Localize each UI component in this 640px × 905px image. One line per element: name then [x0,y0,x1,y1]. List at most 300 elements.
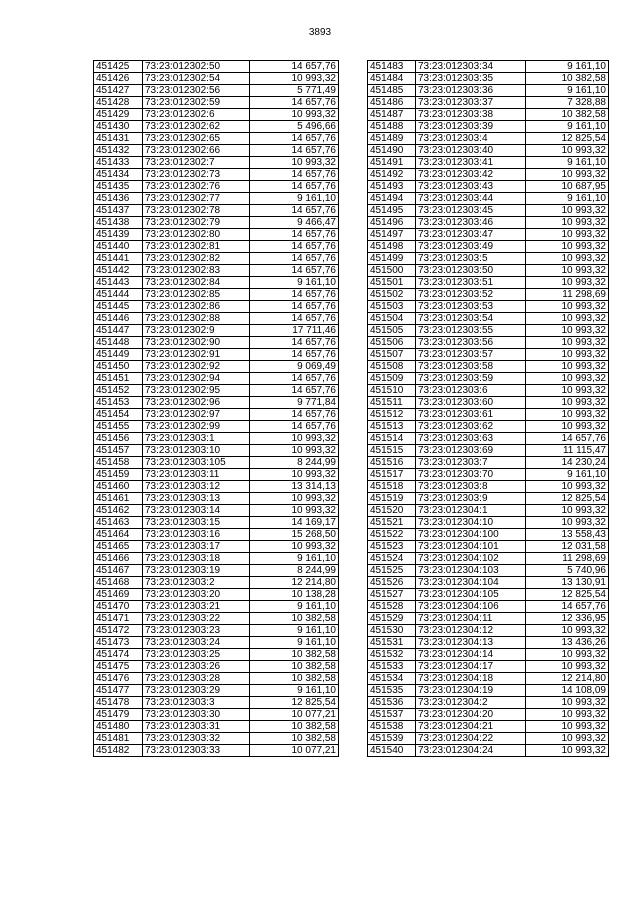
table-row [368,517,609,529]
amount-value: 10 382,58 [250,733,339,745]
table-row [94,697,339,709]
amount-value: 10 993,32 [526,697,609,709]
amount-value: 14 657,76 [250,349,339,361]
amount-value: 13 314,13 [250,481,339,493]
table-row [94,289,339,301]
row-number: 451532 [368,649,416,661]
table-row [368,565,609,577]
row-number: 451433 [94,157,143,169]
row-number: 451447 [94,325,143,337]
row-number: 451521 [368,517,416,529]
table-row [368,445,609,457]
amount-value: 7 328,88 [526,97,609,109]
table-row [94,313,339,325]
row-number: 451444 [94,289,143,301]
table-row [368,313,609,325]
cadastral-number: 73:23:012303:53 [416,301,526,313]
row-number: 451468 [94,577,143,589]
table-row [368,277,609,289]
table-row [368,157,609,169]
table-row [94,385,339,397]
row-number: 451477 [94,685,143,697]
row-number: 451538 [368,721,416,733]
amount-value: 10 993,32 [526,229,609,241]
row-number: 451527 [368,589,416,601]
amount-value: 10 993,32 [526,217,609,229]
row-number: 451502 [368,289,416,301]
cadastral-number: 73:23:012303:40 [416,145,526,157]
amount-value: 10 993,32 [250,469,339,481]
amount-value: 9 161,10 [250,685,339,697]
amount-value: 8 244,99 [250,457,339,469]
cadastral-number: 73:23:012303:46 [416,217,526,229]
cadastral-number: 73:23:012303:9 [416,493,526,505]
row-number: 451452 [94,385,143,397]
cadastral-number: 73:23:012304:21 [416,721,526,733]
amount-value: 14 657,76 [250,289,339,301]
amount-value: 14 657,76 [250,301,339,313]
row-number: 451458 [94,457,143,469]
cadastral-number: 73:23:012302:94 [143,373,250,385]
amount-value: 10 077,21 [250,709,339,721]
table-row [94,157,339,169]
amount-value: 14 657,76 [250,145,339,157]
row-number: 451499 [368,253,416,265]
row-number: 451488 [368,121,416,133]
row-number: 451513 [368,421,416,433]
cadastral-number: 73:23:012304:105 [416,589,526,601]
table-row [94,457,339,469]
row-number: 451457 [94,445,143,457]
table-row [368,733,609,745]
row-number: 451449 [94,349,143,361]
table-row [94,709,339,721]
row-number: 451518 [368,481,416,493]
table-row [94,673,339,685]
table-row [368,253,609,265]
row-number: 451431 [94,133,143,145]
cadastral-number: 73:23:012304:11 [416,613,526,625]
amount-value: 14 657,76 [250,337,339,349]
row-number: 451472 [94,625,143,637]
table-row [94,637,339,649]
row-number: 451482 [94,745,143,757]
row-number: 451484 [368,73,416,85]
amount-value: 10 993,32 [526,313,609,325]
row-number: 451530 [368,625,416,637]
cadastral-number: 73:23:012303:42 [416,169,526,181]
row-number: 451505 [368,325,416,337]
cadastral-number: 73:23:012303:31 [143,721,250,733]
left-data-table [93,60,339,757]
cadastral-number: 73:23:012304:10 [416,517,526,529]
table-row [368,97,609,109]
cadastral-number: 73:23:012303:57 [416,349,526,361]
cadastral-number: 73:23:012303:36 [416,85,526,97]
row-number: 451474 [94,649,143,661]
row-number: 451507 [368,349,416,361]
amount-value: 10 993,32 [250,433,339,445]
table-row [94,301,339,313]
cadastral-number: 73:23:012304:19 [416,685,526,697]
cadastral-number: 73:23:012302:78 [143,205,250,217]
amount-value: 9 161,10 [526,157,609,169]
amount-value: 10 993,32 [526,409,609,421]
amount-value: 14 657,76 [250,133,339,145]
amount-value: 14 657,76 [250,229,339,241]
table-row [94,181,339,193]
amount-value: 10 993,32 [250,73,339,85]
cadastral-number: 73:23:012303:23 [143,625,250,637]
table-row [368,697,609,709]
row-number: 451462 [94,505,143,517]
cadastral-number: 73:23:012303:62 [416,421,526,433]
row-number: 451485 [368,85,416,97]
amount-value: 12 825,54 [526,589,609,601]
amount-value: 10 993,32 [526,241,609,253]
cadastral-number: 73:23:012303:3 [143,697,250,709]
cadastral-number: 73:23:012304:12 [416,625,526,637]
cadastral-number: 73:23:012303:17 [143,541,250,553]
amount-value: 10 993,32 [526,625,609,637]
amount-value: 10 382,58 [250,661,339,673]
table-row [368,433,609,445]
row-number: 451510 [368,385,416,397]
cadastral-number: 73:23:012302:6 [143,109,250,121]
row-number: 451492 [368,169,416,181]
row-number: 451535 [368,685,416,697]
table-row [94,121,339,133]
cadastral-number: 73:23:012303:30 [143,709,250,721]
cadastral-number: 73:23:012303:59 [416,373,526,385]
table-row [368,301,609,313]
amount-value: 14 657,76 [250,205,339,217]
amount-value: 13 558,43 [526,529,609,541]
cadastral-number: 73:23:012303:34 [416,61,526,73]
amount-value: 14 657,76 [250,385,339,397]
cadastral-number: 73:23:012303:18 [143,553,250,565]
amount-value: 10 993,32 [526,481,609,493]
cadastral-number: 73:23:012303:45 [416,205,526,217]
row-number: 451473 [94,637,143,649]
row-number: 451494 [368,193,416,205]
table-row [368,109,609,121]
amount-value: 10 993,32 [250,445,339,457]
row-number: 451442 [94,265,143,277]
amount-value: 14 657,76 [250,409,339,421]
cadastral-number: 73:23:012302:83 [143,265,250,277]
cadastral-number: 73:23:012302:79 [143,217,250,229]
row-number: 451461 [94,493,143,505]
cadastral-number: 73:23:012302:59 [143,97,250,109]
row-number: 451525 [368,565,416,577]
table-row [94,625,339,637]
table-row [368,325,609,337]
table-row [368,169,609,181]
row-number: 451487 [368,109,416,121]
table-row [368,265,609,277]
amount-value: 10 993,32 [526,745,609,757]
amount-value: 9 069,49 [250,361,339,373]
table-row [94,229,339,241]
cadastral-number: 73:23:012303:56 [416,337,526,349]
row-number: 451491 [368,157,416,169]
amount-value: 10 077,21 [250,745,339,757]
table-row [94,685,339,697]
table-row [368,181,609,193]
table-row [94,61,339,73]
row-number: 451536 [368,697,416,709]
amount-value: 10 993,32 [526,337,609,349]
row-number: 451471 [94,613,143,625]
table-row [94,169,339,181]
amount-value: 10 993,32 [526,721,609,733]
row-number: 451524 [368,553,416,565]
row-number: 451480 [94,721,143,733]
table-row [368,289,609,301]
table-row [94,217,339,229]
cadastral-number: 73:23:012302:95 [143,385,250,397]
cadastral-number: 73:23:012303:20 [143,589,250,601]
table-row [368,397,609,409]
cadastral-number: 73:23:012302:88 [143,313,250,325]
cadastral-number: 73:23:012303:35 [416,73,526,85]
amount-value: 10 687,95 [526,181,609,193]
table-row [94,661,339,673]
table-row [368,241,609,253]
row-number: 451425 [94,61,143,73]
cadastral-number: 73:23:012304:103 [416,565,526,577]
cadastral-number: 73:23:012303:38 [416,109,526,121]
row-number: 451496 [368,217,416,229]
amount-value: 9 161,10 [250,601,339,613]
cadastral-number: 73:23:012302:62 [143,121,250,133]
cadastral-number: 73:23:012303:22 [143,613,250,625]
table-row [94,577,339,589]
cadastral-number: 73:23:012302:84 [143,277,250,289]
row-number: 451537 [368,709,416,721]
row-number: 451522 [368,529,416,541]
amount-value: 13 130,91 [526,577,609,589]
table-row [368,661,609,673]
table-row [368,577,609,589]
amount-value: 12 825,54 [526,493,609,505]
table-row [94,361,339,373]
amount-value: 12 031,58 [526,541,609,553]
cadastral-number: 73:23:012303:11 [143,469,250,481]
row-number: 451437 [94,205,143,217]
amount-value: 5 771,49 [250,85,339,97]
row-number: 451540 [368,745,416,757]
cadastral-number: 73:23:012302:7 [143,157,250,169]
amount-value: 10 993,32 [526,517,609,529]
amount-value: 10 993,32 [526,733,609,745]
table-row [368,601,609,613]
row-number: 451529 [368,613,416,625]
row-number: 451531 [368,637,416,649]
cadastral-number: 73:23:012302:99 [143,421,250,433]
table-row [94,469,339,481]
row-number: 451455 [94,421,143,433]
row-number: 451516 [368,457,416,469]
cadastral-number: 73:23:012303:13 [143,493,250,505]
table-row [368,685,609,697]
table-row [368,121,609,133]
table-row [368,745,609,757]
cadastral-number: 73:23:012302:54 [143,73,250,85]
row-number: 451497 [368,229,416,241]
amount-value: 12 336,95 [526,613,609,625]
table-row [368,709,609,721]
amount-value: 14 657,76 [250,373,339,385]
amount-value: 11 115,47 [526,445,609,457]
row-number: 451463 [94,517,143,529]
cadastral-number: 73:23:012302:76 [143,181,250,193]
amount-value: 5 496,66 [250,121,339,133]
cadastral-number: 73:23:012302:85 [143,289,250,301]
cadastral-number: 73:23:012303:28 [143,673,250,685]
row-number: 451509 [368,373,416,385]
table-row [94,97,339,109]
table-row [368,385,609,397]
amount-value: 14 657,76 [526,601,609,613]
cadastral-number: 73:23:012302:86 [143,301,250,313]
amount-value: 10 138,28 [250,589,339,601]
row-number: 451470 [94,601,143,613]
cadastral-number: 73:23:012303:37 [416,97,526,109]
cadastral-number: 73:23:012302:65 [143,133,250,145]
cadastral-number: 73:23:012304:100 [416,529,526,541]
row-number: 451465 [94,541,143,553]
cadastral-number: 73:23:012303:33 [143,745,250,757]
amount-value: 10 993,32 [250,493,339,505]
amount-value: 10 993,32 [526,649,609,661]
cadastral-number: 73:23:012303:15 [143,517,250,529]
amount-value: 9 161,10 [250,637,339,649]
row-number: 451539 [368,733,416,745]
row-number: 451534 [368,673,416,685]
table-row [94,433,339,445]
cadastral-number: 73:23:012302:56 [143,85,250,97]
amount-value: 10 382,58 [250,649,339,661]
amount-value: 10 382,58 [250,673,339,685]
table-row [368,481,609,493]
table-row [94,73,339,85]
cadastral-number: 73:23:012303:16 [143,529,250,541]
table-row [368,409,609,421]
amount-value: 10 993,32 [526,361,609,373]
row-number: 451453 [94,397,143,409]
row-number: 451526 [368,577,416,589]
amount-value: 12 825,54 [250,697,339,709]
amount-value: 14 657,76 [250,241,339,253]
row-number: 451451 [94,373,143,385]
table-row [94,541,339,553]
table-row [368,361,609,373]
row-number: 451490 [368,145,416,157]
cadastral-number: 73:23:012303:43 [416,181,526,193]
row-number: 451476 [94,673,143,685]
table-row [94,373,339,385]
row-number: 451427 [94,85,143,97]
cadastral-number: 73:23:012302:90 [143,337,250,349]
table-row [94,565,339,577]
row-number: 451445 [94,301,143,313]
cadastral-number: 73:23:012303:24 [143,637,250,649]
row-number: 451430 [94,121,143,133]
cadastral-number: 73:23:012303:6 [416,385,526,397]
cadastral-number: 73:23:012304:106 [416,601,526,613]
cadastral-number: 73:23:012303:26 [143,661,250,673]
row-number: 451508 [368,361,416,373]
row-number: 451506 [368,337,416,349]
table-row [94,733,339,745]
table-row [94,745,339,757]
table-row [368,553,609,565]
row-number: 451436 [94,193,143,205]
row-number: 451475 [94,661,143,673]
amount-value: 10 993,32 [526,661,609,673]
cadastral-number: 73:23:012303:63 [416,433,526,445]
amount-value: 10 993,32 [526,373,609,385]
cadastral-number: 73:23:012304:2 [416,697,526,709]
table-row [368,73,609,85]
cadastral-number: 73:23:012304:18 [416,673,526,685]
row-number: 451479 [94,709,143,721]
cadastral-number: 73:23:012302:96 [143,397,250,409]
cadastral-number: 73:23:012303:12 [143,481,250,493]
table-row [94,133,339,145]
amount-value: 10 993,32 [526,253,609,265]
row-number: 451514 [368,433,416,445]
row-number: 451523 [368,541,416,553]
table-row [368,205,609,217]
cadastral-number: 73:23:012303:10 [143,445,250,457]
amount-value: 12 214,80 [526,673,609,685]
amount-value: 15 268,50 [250,529,339,541]
table-row [368,505,609,517]
table-row [368,217,609,229]
row-number: 451439 [94,229,143,241]
cadastral-number: 73:23:012303:52 [416,289,526,301]
table-row [368,589,609,601]
cadastral-number: 73:23:012302:9 [143,325,250,337]
amount-value: 11 298,69 [526,553,609,565]
amount-value: 12 825,54 [526,133,609,145]
cadastral-number: 73:23:012304:101 [416,541,526,553]
table-row [368,649,609,661]
row-number: 451478 [94,697,143,709]
amount-value: 10 993,32 [526,277,609,289]
table-row [94,529,339,541]
cadastral-number: 73:23:012303:1 [143,433,250,445]
row-number: 451440 [94,241,143,253]
amount-value: 9 466,47 [250,217,339,229]
cadastral-number: 73:23:012302:73 [143,169,250,181]
cadastral-number: 73:23:012304:17 [416,661,526,673]
table-row [94,493,339,505]
amount-value: 10 993,32 [526,325,609,337]
cadastral-number: 73:23:012303:8 [416,481,526,493]
table-row [94,85,339,97]
row-number: 451459 [94,469,143,481]
cadastral-number: 73:23:012303:61 [416,409,526,421]
cadastral-number: 73:23:012303:21 [143,601,250,613]
row-number: 451460 [94,481,143,493]
row-number: 451441 [94,253,143,265]
table-row [368,673,609,685]
amount-value: 14 657,76 [250,61,339,73]
